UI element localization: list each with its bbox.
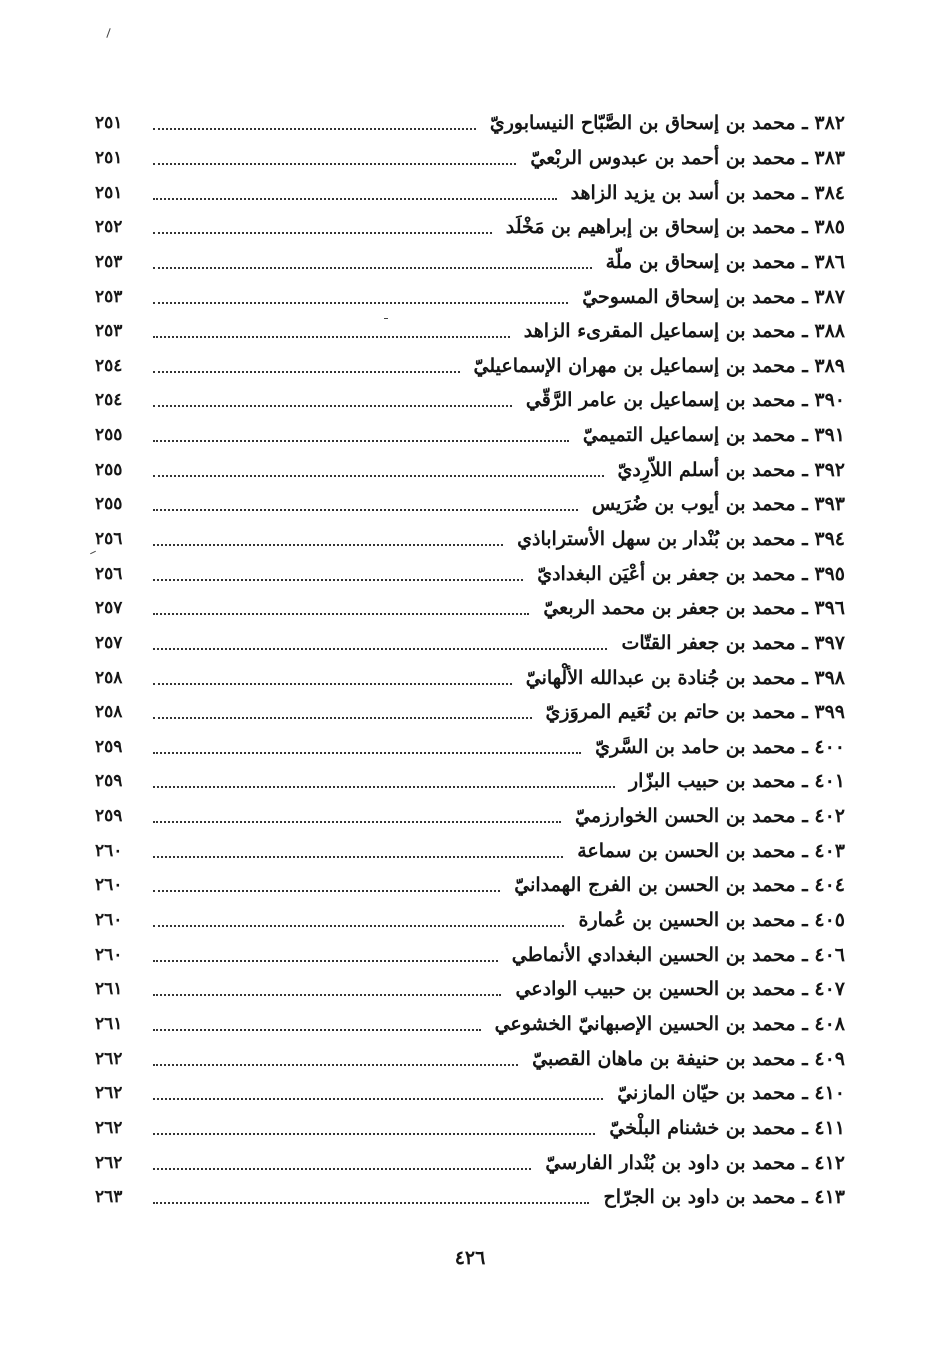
toc-entry-page: ٢٥١ [95,147,123,168]
toc-entry-page: ٢٥٩ [95,771,123,792]
toc-entry-page: ٢٥٩ [95,806,123,827]
toc-entry-title: ٣٩٢ ـ محمد بن أسلم اللاّرِديّ [617,458,845,481]
toc-row [95,175,845,210]
toc-row [95,106,845,141]
toc-entry-page: ٢٥٣ [95,251,123,272]
dot-leader [153,752,581,754]
dot-leader [153,1029,481,1031]
toc-entry-page: ٢٦٢ [95,1152,123,1173]
toc-row [95,626,845,661]
dot-leader [153,683,512,685]
toc-entry-title: ٤٠٤ ـ محمد بن الحسن بن الفرج الهمدانيّ [514,874,845,897]
toc-entry-page: ٢٦٠ [95,840,123,861]
toc-entry-title: ٤٠٦ ـ محمد بن الحسين البغدادي الأنماطي [511,943,845,966]
toc-entry-page: ٢٥٨ [95,702,123,723]
toc-entry-title: ٤٠٩ ـ محمد بن حنيفة بن ماهان القصبيّ [532,1047,845,1070]
dot-leader [153,648,607,650]
toc-entry-title: ٣٨٨ ـ محمد بن إسماعيل المقرىء الزاهد [523,320,845,343]
toc-entry-page: ٢٥٥ [95,425,123,446]
toc-entry-title: ٤١٠ ـ محمد بن حيّان المازنيّ [617,1082,845,1105]
toc-entry-title: ٣٩٨ ـ محمد بن جُنادة بن عبدالله الألْهانيّ [525,666,845,689]
toc-entry-title: ٣٨٤ ـ محمد بن أسد بن يزيد الزاهد [570,181,845,204]
toc-row [95,1180,845,1215]
dot-leader [153,544,503,546]
toc-entry-page: ٢٥٧ [95,598,123,619]
toc-entry-title: ٤٠٥ ـ محمد بن الحسين بن عُمارة [578,909,845,932]
toc-entry-title: ٣٩٦ ـ محمد بن جعفر بن محمد الربعيّ [543,597,845,620]
toc-entry-page: ٢٦٢ [95,1083,123,1104]
dot-leader [153,440,569,442]
toc-entry-title: ٤٠٣ ـ محمد بن الحسن بن سماعة [577,839,845,862]
dot-leader [153,856,563,858]
toc-entry-page: ٢٥٢ [95,217,123,238]
toc-entry-title: ٣٨٣ ـ محمد بن أحمد بن عبدوس الربْعيّ [530,146,845,169]
toc-entry-title: ٣٨٩ ـ محمد بن إسماعيل بن مهران الإسماعيليّ [473,354,845,377]
dot-leader [153,405,512,407]
dot-leader [153,1098,603,1100]
toc-entry-page: ٢٥٩ [95,736,123,757]
toc-row [95,1076,845,1111]
toc-row [95,833,845,868]
dot-leader [153,717,532,719]
toc-entry-page: ٢٦٢ [95,1048,123,1069]
toc-entry-page: ٢٥٣ [95,321,123,342]
toc-entry-title: ٤٠٨ ـ محمد بن الحسين الإصبهانيّ الخشوعي [494,1012,845,1035]
dot-leader [153,475,604,477]
toc-row [95,660,845,695]
toc-row [95,383,845,418]
toc-row [95,591,845,626]
toc-entry-title: ٤٠٢ ـ محمد بن الحسن الخوارزميّ [575,805,845,828]
toc-row [95,937,845,972]
dot-leader [153,336,510,338]
dot-leader [153,821,561,823]
toc-row [95,348,845,383]
toc-row [95,452,845,487]
page-number: ٤٢٦ [454,1247,486,1269]
dot-leader [153,302,568,304]
toc-entry-page: ٢٥٨ [95,667,123,688]
toc-entry-page: ٢٥٥ [95,494,123,515]
scan-speck [106,28,110,38]
toc-entry-title: ٣٩٩ ـ محمد بن حاتم بن نُعَيم المروَزيّ [545,701,845,724]
toc-entry-title: ٣٨٧ ـ محمد بن إسحاق المسوحيّ [582,285,845,308]
toc-entry-title: ٣٩٣ ـ محمد بن أيوب بن ضُرَيس [591,493,845,516]
toc-entry-title: ٤٠٠ ـ محمد بن حامد بن السَّريّ [595,735,845,758]
dot-leader [153,994,501,996]
toc-row [95,1041,845,1076]
dot-leader [153,960,498,962]
dot-leader [153,786,615,788]
toc-row [95,903,845,938]
toc-entry-page: ٢٥٤ [95,390,123,411]
toc-entry-title: ٤١١ ـ محمد بن خشنام البلْخيّ [609,1116,845,1139]
toc-row [95,1145,845,1180]
toc-row [95,868,845,903]
dot-leader [153,925,564,927]
dot-leader [153,198,557,200]
toc-row [95,279,845,314]
toc-entry-page: ٢٥١ [95,113,123,134]
toc-row [95,1007,845,1042]
toc-entry-title: ٣٩١ ـ محمد بن إسماعيل التميميّ [582,424,845,447]
toc-entry-page: ٢٥٦ [95,529,123,549]
toc-entry-title: ٤١٢ ـ محمد بن داود بن بُنْدار الفارسيّ [545,1151,845,1174]
toc-entry-title: ٣٨٥ ـ محمد بن إسحاق بن إبراهيم بن مَخْلَد [505,216,845,239]
dot-leader [153,509,578,511]
dot-leader [153,163,516,165]
toc-row [95,210,845,245]
toc-entry-page: ٢٦٠ [95,944,123,965]
toc-entry-title: ٣٩٤ ـ محمد بن بُنْدار بن سهل الأستراباذي [517,528,845,550]
dot-leader [153,371,460,373]
toc-entry-title: ٣٩٠ ـ محمد بن إسماعيل بن عامر الرَّقّي [525,389,845,412]
toc-row [95,245,845,280]
toc-entry-title: ٣٩٧ ـ محمد بن جعفر القتّات [621,631,845,654]
table-of-contents [95,106,845,1215]
toc-entry-page: ٢٥٥ [95,459,123,480]
toc-row [95,695,845,730]
scan-speck [384,318,388,319]
toc-entry-page: ٢٥٣ [95,286,123,307]
dot-leader [153,579,523,581]
toc-row [95,730,845,765]
toc-entry-page: ٢٥٦ [95,563,123,584]
toc-row [95,418,845,453]
dot-leader [153,232,492,234]
toc-entry-title: ٣٨٢ ـ محمد بن إسحاق بن الصَّبّاح النيسابوريّ [489,112,845,135]
toc-entry-page: ٢٥٤ [95,355,123,376]
toc-entry-title: ٣٨٦ ـ محمد بن إسحاق بن ملّة [605,250,845,273]
dot-leader [153,267,592,269]
toc-entry-page: ٢٦٠ [95,875,123,896]
toc-entry-title: ٤٠١ ـ محمد بن حبيب البزّار [628,770,845,793]
toc-row [95,314,845,349]
toc-row [95,972,845,1007]
toc-entry-title: ٤٠٧ ـ محمد بن الحسين بن حبيب الوادعي [515,978,845,1001]
toc-entry-page: ٢٦١ [95,979,123,1000]
dot-leader [153,128,476,130]
toc-row [95,522,845,557]
dot-leader [153,1133,595,1135]
dot-leader [153,890,500,892]
dot-leader [153,613,529,615]
toc-entry-page: ٢٦٢ [95,1117,123,1138]
toc-row [95,141,845,176]
toc-entry-page: ٢٦١ [95,1013,123,1034]
dot-leader [153,1168,531,1170]
toc-row [95,764,845,799]
toc-row [95,799,845,834]
toc-row [95,1111,845,1146]
toc-entry-title: ٤١٣ ـ محمد بن داود بن الجرّاح [603,1186,845,1209]
dot-leader [153,1064,518,1066]
dot-leader [153,1202,589,1204]
toc-entry-page: ٢٦٣ [95,1187,123,1208]
toc-row [95,487,845,522]
toc-entry-page: ٢٥٧ [95,632,123,653]
toc-entry-title: ٣٩٥ ـ محمد بن جعفر بن أعْيَن البغداديّ [537,562,845,585]
toc-row [95,556,845,591]
toc-entry-page: ٢٥١ [95,182,123,203]
toc-entry-page: ٢٦٠ [95,910,123,931]
